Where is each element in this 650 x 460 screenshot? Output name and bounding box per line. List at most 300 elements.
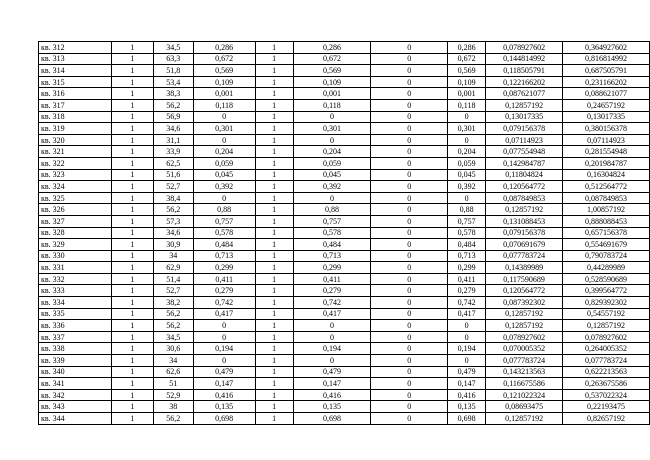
cell-total: 0,263675586 [563,378,650,390]
cell-total: 0,888088453 [563,215,650,227]
cell-count: 1 [111,355,153,367]
cell-value-a: 0,713 [193,250,255,262]
cell-share: 0,131088453 [486,215,563,227]
cell-zero: 0 [371,320,448,332]
cell-value-a: 0,569 [193,65,255,77]
cell-apartment-name: кв. 330 [39,250,112,262]
cell-apartment-name: кв. 322 [39,157,112,169]
cell-total: 0,077783724 [563,355,650,367]
cell-total: 0,088621077 [563,88,650,100]
cell-total: 0,231166202 [563,76,650,88]
cell-zero: 0 [371,239,448,251]
cell-coef: 1 [255,297,293,309]
table-row [39,111,650,123]
cell-coef: 1 [255,320,293,332]
cell-total: 0,44289989 [563,262,650,274]
cell-count: 1 [111,378,153,390]
cell-share: 0,11804824 [486,169,563,181]
cell-share: 0,070005352 [486,343,563,355]
cell-coef: 1 [255,378,293,390]
cell-value-a: 0,411 [193,273,255,285]
cell-count: 1 [111,146,153,158]
cell-value-b: 0,757 [293,215,371,227]
cell-area: 56,2 [153,320,193,332]
cell-coef: 1 [255,250,293,262]
cell-apartment-name: кв. 341 [39,378,112,390]
cell-coef: 1 [255,331,293,343]
cell-total: 0,22193475 [563,401,650,413]
cell-share: 0,077783724 [486,250,563,262]
cell-area: 63,3 [153,53,193,65]
cell-value-c: 0 [448,355,486,367]
cell-value-c: 0,392 [448,181,486,193]
cell-value-b: 0,194 [293,343,371,355]
cell-share: 0,087621077 [486,88,563,100]
cell-value-c: 0,045 [448,169,486,181]
cell-apartment-name: кв. 333 [39,285,112,297]
cell-apartment-name: кв. 343 [39,401,112,413]
cell-value-a: 0 [193,331,255,343]
cell-area: 56,2 [153,308,193,320]
cell-total: 0,657156378 [563,227,650,239]
cell-value-a: 0,417 [193,308,255,320]
cell-value-b: 0,411 [293,273,371,285]
table-row [39,146,650,158]
cell-coef: 1 [255,401,293,413]
cell-value-b: 0,118 [293,99,371,111]
cell-share: 0,120564772 [486,181,563,193]
cell-value-a: 0,757 [193,215,255,227]
cell-coef: 1 [255,99,293,111]
cell-zero: 0 [371,53,448,65]
cell-zero: 0 [371,192,448,204]
cell-zero: 0 [371,42,448,54]
cell-share: 0,12857192 [486,308,563,320]
cell-apartment-name: кв. 331 [39,262,112,274]
cell-value-b: 0,045 [293,169,371,181]
cell-total: 0,622213563 [563,366,650,378]
cell-value-b: 0,742 [293,297,371,309]
cell-coef: 1 [255,204,293,216]
cell-value-a: 0,118 [193,99,255,111]
cell-apartment-name: кв. 327 [39,215,112,227]
table-row [39,308,650,320]
cell-value-a: 0,672 [193,53,255,65]
cell-total: 0,790783724 [563,250,650,262]
cell-apartment-name: кв. 338 [39,343,112,355]
cell-value-a: 0 [193,320,255,332]
cell-share: 0,12857192 [486,320,563,332]
cell-area: 57,3 [153,215,193,227]
table-row [39,378,650,390]
cell-area: 51,4 [153,273,193,285]
cell-value-b: 0,059 [293,157,371,169]
cell-share: 0,117590689 [486,273,563,285]
cell-value-b: 0,301 [293,123,371,135]
cell-area: 38 [153,401,193,413]
cell-count: 1 [111,297,153,309]
cell-area: 34 [153,355,193,367]
cell-coef: 1 [255,215,293,227]
cell-area: 33,9 [153,146,193,158]
cell-apartment-name: кв. 320 [39,134,112,146]
cell-coef: 1 [255,134,293,146]
cell-zero: 0 [371,76,448,88]
cell-zero: 0 [371,355,448,367]
cell-coef: 1 [255,76,293,88]
cell-count: 1 [111,134,153,146]
cell-coef: 1 [255,239,293,251]
cell-share: 0,070691679 [486,239,563,251]
cell-zero: 0 [371,204,448,216]
table-row [39,401,650,413]
cell-zero: 0 [371,88,448,100]
table-row [39,42,650,54]
cell-count: 1 [111,53,153,65]
cell-apartment-name: кв. 336 [39,320,112,332]
cell-count: 1 [111,181,153,193]
cell-value-a: 0,484 [193,239,255,251]
cell-total: 0,687505791 [563,65,650,77]
cell-coef: 1 [255,53,293,65]
cell-value-b: 0,299 [293,262,371,274]
cell-coef: 1 [255,343,293,355]
cell-value-c: 0,698 [448,413,486,425]
cell-coef: 1 [255,285,293,297]
table-row [39,157,650,169]
cell-coef: 1 [255,366,293,378]
cell-coef: 1 [255,181,293,193]
cell-value-c: 0,194 [448,343,486,355]
cell-zero: 0 [371,157,448,169]
cell-count: 1 [111,111,153,123]
cell-area: 30,6 [153,343,193,355]
cell-total: 0,82657192 [563,413,650,425]
table-row [39,215,650,227]
cell-zero: 0 [371,134,448,146]
cell-value-b: 0,147 [293,378,371,390]
cell-count: 1 [111,273,153,285]
cell-value-a: 0,204 [193,146,255,158]
table-row [39,181,650,193]
cell-count: 1 [111,239,153,251]
cell-coef: 1 [255,65,293,77]
cell-total: 0,512564772 [563,181,650,193]
cell-apartment-name: кв. 344 [39,413,112,425]
cell-coef: 1 [255,273,293,285]
cell-value-c: 0,135 [448,401,486,413]
cell-value-a: 0 [193,111,255,123]
cell-count: 1 [111,204,153,216]
cell-zero: 0 [371,250,448,262]
cell-share: 0,087392302 [486,297,563,309]
cell-share: 0,078927602 [486,331,563,343]
cell-value-b: 0,479 [293,366,371,378]
cell-coef: 1 [255,88,293,100]
cell-value-a: 0,578 [193,227,255,239]
cell-area: 30,9 [153,239,193,251]
cell-coef: 1 [255,169,293,181]
cell-total: 0,554691679 [563,239,650,251]
cell-area: 34,5 [153,331,193,343]
cell-area: 31,1 [153,134,193,146]
cell-apartment-name: кв. 337 [39,331,112,343]
cell-area: 34 [153,250,193,262]
cell-value-a: 0 [193,355,255,367]
table-row [39,413,650,425]
cell-value-a: 0,045 [193,169,255,181]
cell-total: 1,00857192 [563,204,650,216]
cell-area: 38,4 [153,192,193,204]
cell-area: 52,7 [153,285,193,297]
cell-count: 1 [111,99,153,111]
cell-value-b: 0,713 [293,250,371,262]
cell-value-c: 0,279 [448,285,486,297]
cell-value-b: 0,416 [293,389,371,401]
cell-share: 0,143213563 [486,366,563,378]
cell-value-b: 0,672 [293,53,371,65]
cell-share: 0,118505791 [486,65,563,77]
cell-count: 1 [111,331,153,343]
cell-count: 1 [111,76,153,88]
cell-apartment-name: кв. 314 [39,65,112,77]
cell-share: 0,122166202 [486,76,563,88]
cell-count: 1 [111,366,153,378]
cell-total: 0,54557192 [563,308,650,320]
cell-value-c: 0 [448,331,486,343]
cell-area: 52,7 [153,181,193,193]
cell-coef: 1 [255,227,293,239]
cell-value-b: 0,88 [293,204,371,216]
cell-value-c: 0,713 [448,250,486,262]
cell-value-c: 0,299 [448,262,486,274]
cell-area: 34,6 [153,227,193,239]
table-row [39,53,650,65]
cell-value-a: 0,286 [193,42,255,54]
cell-total: 0,201984787 [563,157,650,169]
table-row [39,297,650,309]
cell-share: 0,116675586 [486,378,563,390]
cell-total: 0,364927602 [563,42,650,54]
cell-apartment-name: кв. 326 [39,204,112,216]
cell-apartment-name: кв. 342 [39,389,112,401]
cell-count: 1 [111,42,153,54]
cell-coef: 1 [255,262,293,274]
cell-coef: 1 [255,389,293,401]
cell-value-a: 0,059 [193,157,255,169]
cell-share: 0,077783724 [486,355,563,367]
cell-value-c: 0,479 [448,366,486,378]
table-row [39,262,650,274]
cell-value-b: 0,286 [293,42,371,54]
cell-value-b: 0 [293,192,371,204]
cell-area: 53,4 [153,76,193,88]
cell-count: 1 [111,157,153,169]
table-row [39,250,650,262]
cell-share: 0,079156378 [486,123,563,135]
cell-value-b: 0,417 [293,308,371,320]
cell-area: 38,2 [153,297,193,309]
cell-count: 1 [111,413,153,425]
cell-total: 0,16304824 [563,169,650,181]
cell-zero: 0 [371,297,448,309]
cell-coef: 1 [255,192,293,204]
table-row [39,389,650,401]
cell-value-a: 0,279 [193,285,255,297]
cell-zero: 0 [371,65,448,77]
cell-share: 0,14389989 [486,262,563,274]
cell-area: 52,9 [153,389,193,401]
cell-value-b: 0,135 [293,401,371,413]
cell-value-c: 0,578 [448,227,486,239]
cell-coef: 1 [255,355,293,367]
cell-count: 1 [111,227,153,239]
cell-apartment-name: кв. 312 [39,42,112,54]
cell-value-c: 0,416 [448,389,486,401]
cell-area: 38,3 [153,88,193,100]
cell-value-a: 0,135 [193,401,255,413]
cell-area: 56,9 [153,111,193,123]
table-row [39,65,650,77]
cell-count: 1 [111,389,153,401]
cell-count: 1 [111,262,153,274]
cell-count: 1 [111,343,153,355]
cell-zero: 0 [371,308,448,320]
cell-value-a: 0,301 [193,123,255,135]
cell-zero: 0 [371,181,448,193]
table-row [39,285,650,297]
cell-value-b: 0,484 [293,239,371,251]
cell-apartment-name: кв. 334 [39,297,112,309]
cell-count: 1 [111,65,153,77]
cell-apartment-name: кв. 328 [39,227,112,239]
table-row [39,192,650,204]
cell-value-a: 0,392 [193,181,255,193]
cell-value-a: 0,001 [193,88,255,100]
cell-area: 51 [153,378,193,390]
cell-value-b: 0 [293,111,371,123]
cell-apartment-name: кв. 340 [39,366,112,378]
cell-count: 1 [111,88,153,100]
cell-value-a: 0,742 [193,297,255,309]
cell-coef: 1 [255,123,293,135]
cell-zero: 0 [371,123,448,135]
cell-count: 1 [111,401,153,413]
cell-value-c: 0,001 [448,88,486,100]
cell-count: 1 [111,320,153,332]
cell-apartment-name: кв. 315 [39,76,112,88]
cell-value-c: 0,204 [448,146,486,158]
cell-total: 0,528590689 [563,273,650,285]
cell-area: 56,2 [153,99,193,111]
cell-value-b: 0,698 [293,413,371,425]
cell-value-c: 0,147 [448,378,486,390]
table-row [39,343,650,355]
cell-total: 0,281554948 [563,146,650,158]
cell-value-b: 0,109 [293,76,371,88]
cell-area: 34,6 [153,123,193,135]
table-row [39,169,650,181]
cell-value-b: 0 [293,320,371,332]
cell-share: 0,07114923 [486,134,563,146]
cell-value-c: 0,059 [448,157,486,169]
cell-value-c: 0 [448,192,486,204]
cell-area: 34,5 [153,42,193,54]
cell-count: 1 [111,192,153,204]
cell-zero: 0 [371,331,448,343]
table-row [39,204,650,216]
table-row [39,239,650,251]
cell-value-b: 0,279 [293,285,371,297]
cell-zero: 0 [371,343,448,355]
cell-share: 0,12857192 [486,413,563,425]
cell-coef: 1 [255,308,293,320]
cell-value-b: 0 [293,355,371,367]
cell-share: 0,13017335 [486,111,563,123]
cell-total: 0,380156378 [563,123,650,135]
table-row [39,273,650,285]
cell-value-a: 0,194 [193,343,255,355]
cell-apartment-name: кв. 332 [39,273,112,285]
cell-total: 0,537022324 [563,389,650,401]
cell-share: 0,142984787 [486,157,563,169]
cell-value-c: 0,757 [448,215,486,227]
cell-value-b: 0,001 [293,88,371,100]
table-row [39,76,650,88]
cell-coef: 1 [255,157,293,169]
cell-apartment-name: кв. 321 [39,146,112,158]
cell-zero: 0 [371,389,448,401]
cell-value-c: 0,742 [448,297,486,309]
cell-total: 0,264005352 [563,343,650,355]
cell-value-c: 0,286 [448,42,486,54]
cell-zero: 0 [371,215,448,227]
cell-apartment-name: кв. 335 [39,308,112,320]
cell-value-b: 0,392 [293,181,371,193]
cell-zero: 0 [371,146,448,158]
cell-total: 0,829392302 [563,297,650,309]
cell-total: 0,087849853 [563,192,650,204]
table-body [39,42,650,425]
table-row [39,99,650,111]
cell-apartment-name: кв. 313 [39,53,112,65]
cell-value-b: 0,578 [293,227,371,239]
cell-value-c: 0,417 [448,308,486,320]
cell-share: 0,079156378 [486,227,563,239]
cell-coef: 1 [255,42,293,54]
cell-value-a: 0 [193,134,255,146]
cell-value-a: 0,109 [193,76,255,88]
cell-share: 0,12857192 [486,204,563,216]
cell-value-a: 0,416 [193,389,255,401]
cell-coef: 1 [255,111,293,123]
cell-area: 51,6 [153,169,193,181]
cell-value-c: 0,672 [448,53,486,65]
cell-zero: 0 [371,99,448,111]
table-row [39,134,650,146]
cell-area: 56,2 [153,413,193,425]
cell-zero: 0 [371,413,448,425]
table-row [39,320,650,332]
cell-coef: 1 [255,413,293,425]
cell-zero: 0 [371,378,448,390]
cell-value-b: 0,204 [293,146,371,158]
cell-total: 0,12857192 [563,320,650,332]
cell-count: 1 [111,169,153,181]
cell-apartment-name: кв. 323 [39,169,112,181]
cell-value-c: 0,118 [448,99,486,111]
cell-value-c: 0,484 [448,239,486,251]
